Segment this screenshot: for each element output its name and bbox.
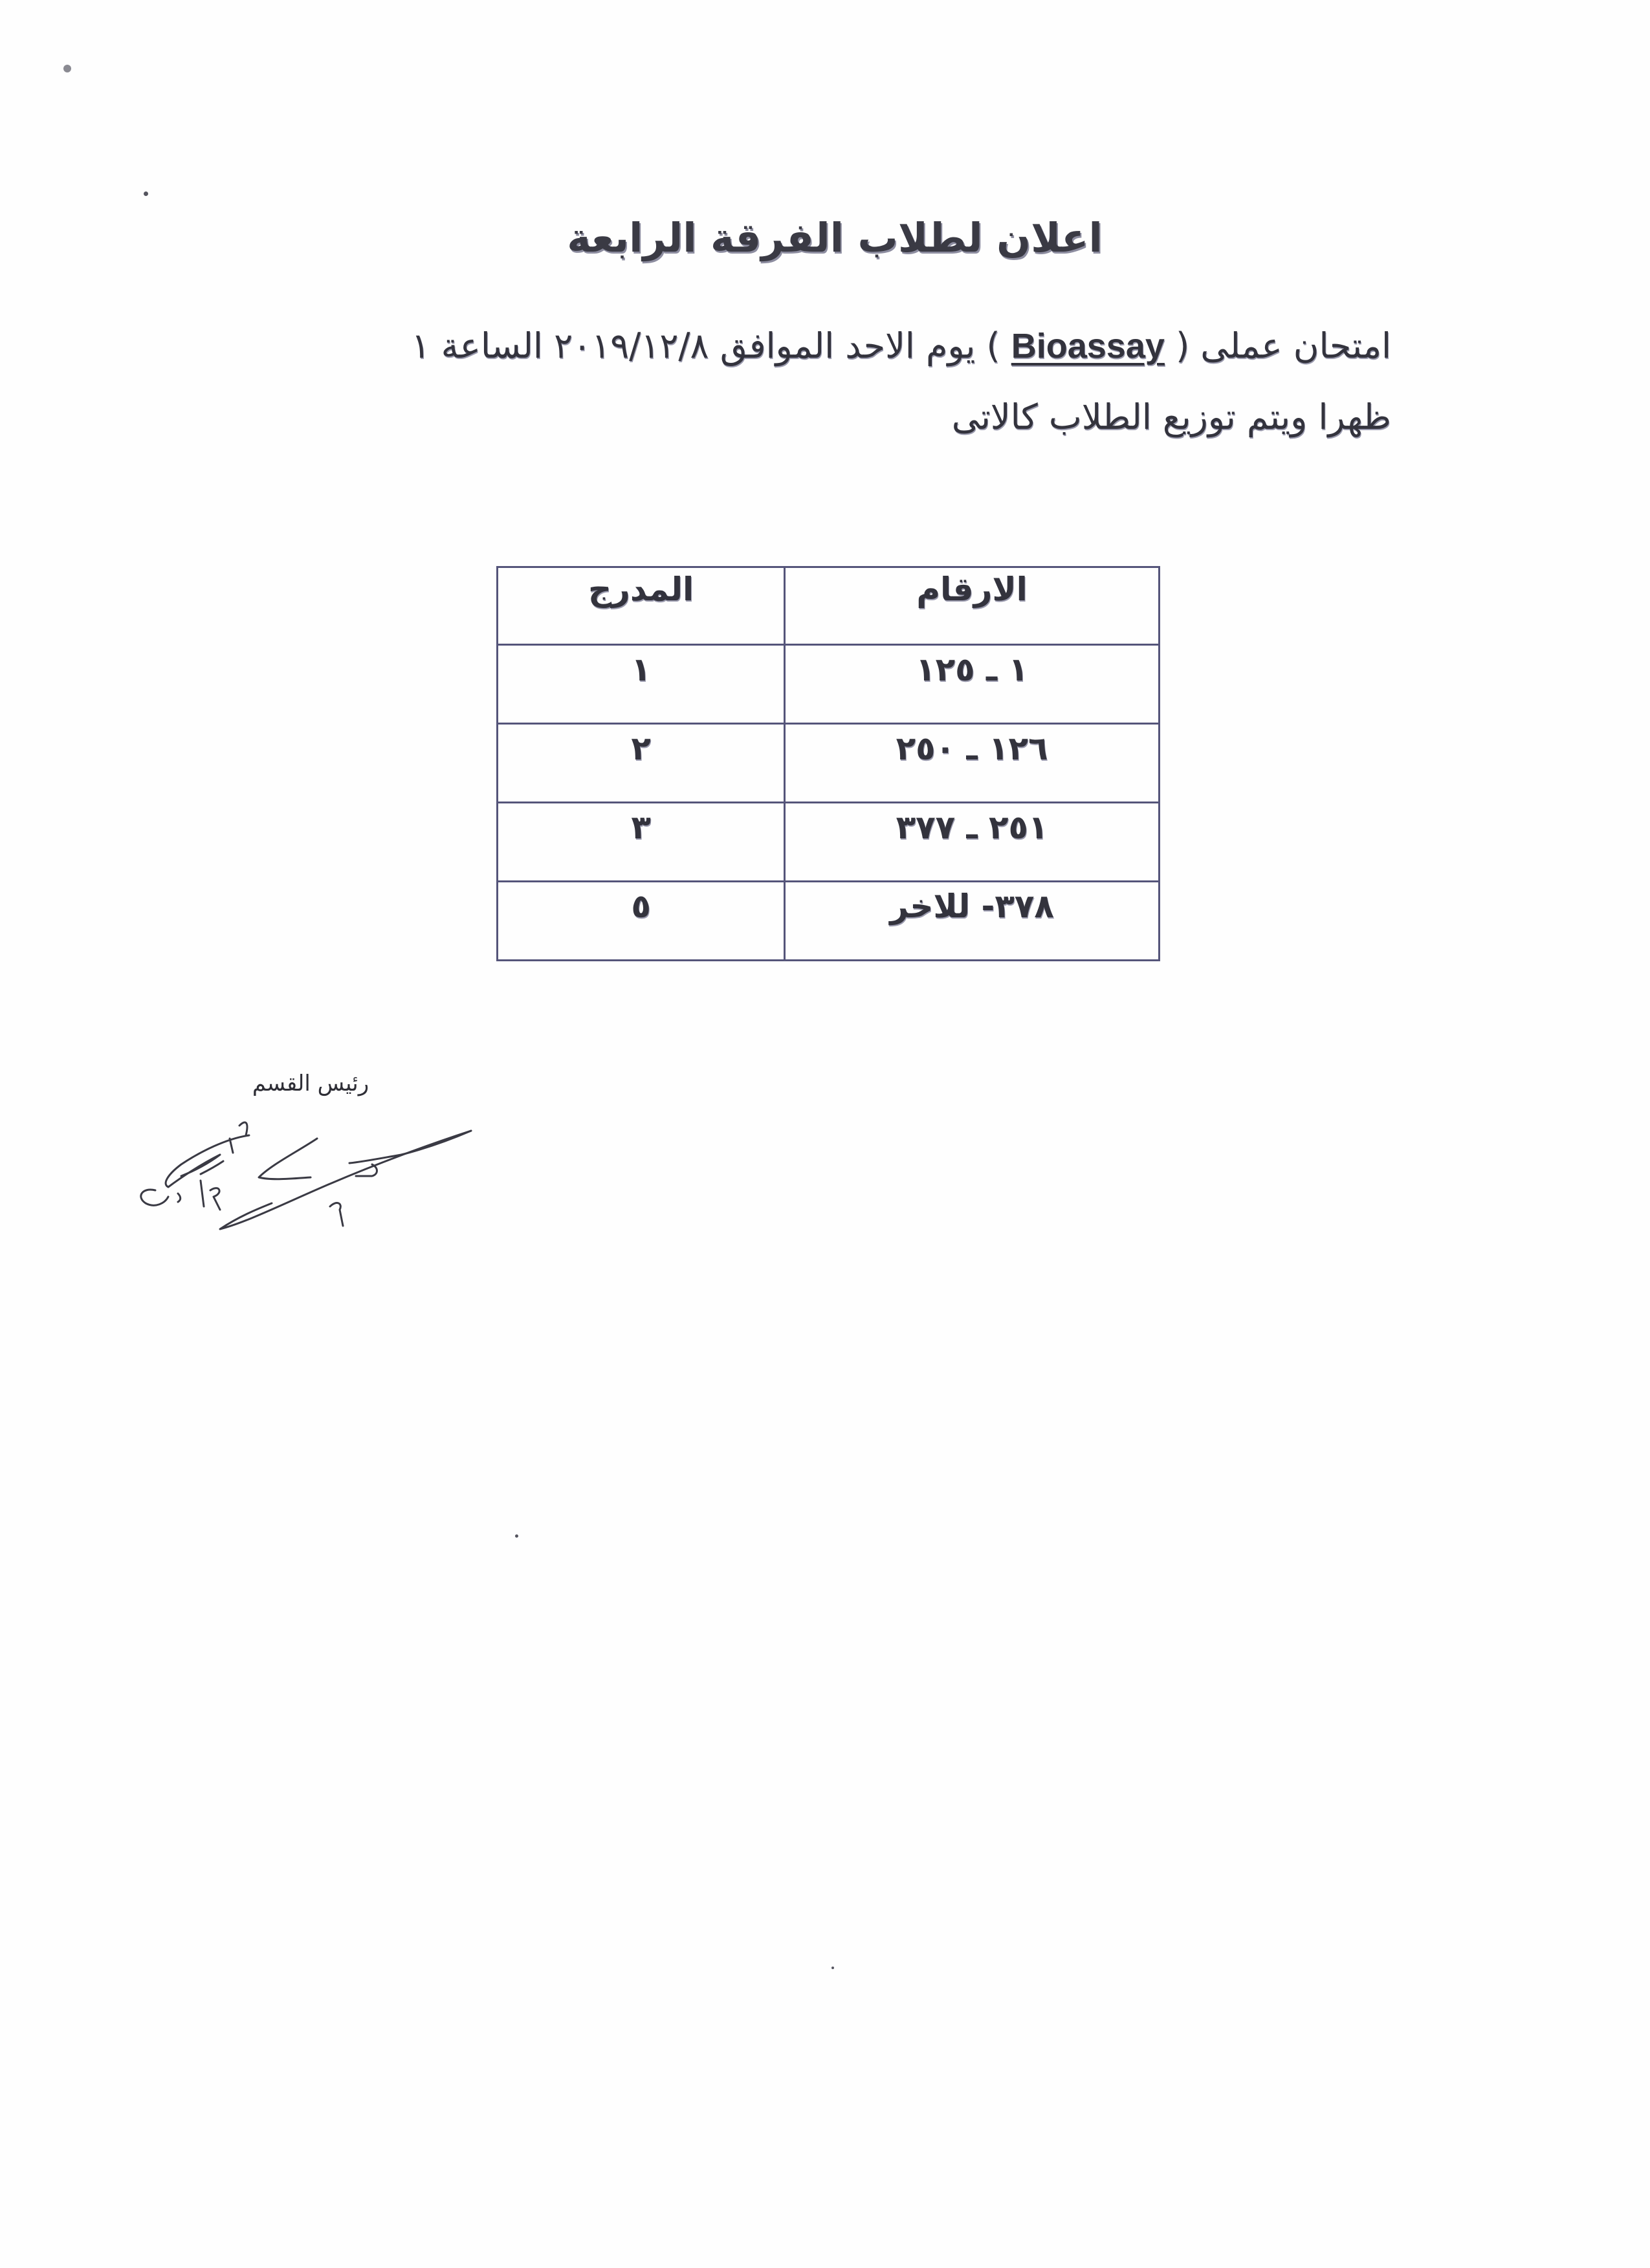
table-row bbox=[498, 645, 1160, 724]
table-header-row bbox=[498, 567, 1160, 645]
scan-speck bbox=[831, 1967, 834, 1969]
body-line-2: ظهرا ويتم توزيع الطلاب كالاتى bbox=[951, 397, 1391, 437]
table-row bbox=[498, 882, 1160, 961]
table-row bbox=[498, 724, 1160, 803]
scan-speck bbox=[144, 191, 148, 196]
header-hall: المدرج bbox=[498, 567, 785, 645]
cell-range: ١٢٦ ـ ٢٥٠ bbox=[785, 724, 1160, 803]
course-name: Bioassay bbox=[1011, 327, 1165, 365]
handwritten-signature-icon bbox=[116, 1100, 505, 1242]
signature-label: رئيس القسم bbox=[252, 1071, 369, 1096]
cell-hall: ١ bbox=[498, 645, 785, 724]
cell-range: ٢٥١ ـ ٣٧٧ bbox=[785, 803, 1160, 882]
announcement-body bbox=[252, 311, 1391, 453]
cell-hall: ٣ bbox=[498, 803, 785, 882]
cell-range: ١ ـ ١٢٥ bbox=[785, 645, 1160, 724]
announcement-title: اعلان لطلاب الفرقة الرابعة bbox=[567, 214, 1103, 261]
exam-date-time-text: ) يوم الاحد الموافق ٢٠١٩/١٢/٨ الساعة ١ bbox=[411, 325, 1000, 366]
cell-hall: ٢ bbox=[498, 724, 785, 803]
cell-hall: ٥ bbox=[498, 882, 785, 961]
distribution-table bbox=[496, 566, 1160, 961]
scan-speck bbox=[63, 65, 71, 72]
header-range: الارقام bbox=[785, 567, 1160, 645]
cell-range: ٣٧٨- للاخر bbox=[785, 882, 1160, 961]
exam-type-text: امتحان عملى ( bbox=[1176, 325, 1391, 366]
table-row bbox=[498, 803, 1160, 882]
scan-speck bbox=[515, 1534, 518, 1538]
body-line-1 bbox=[252, 311, 1391, 382]
